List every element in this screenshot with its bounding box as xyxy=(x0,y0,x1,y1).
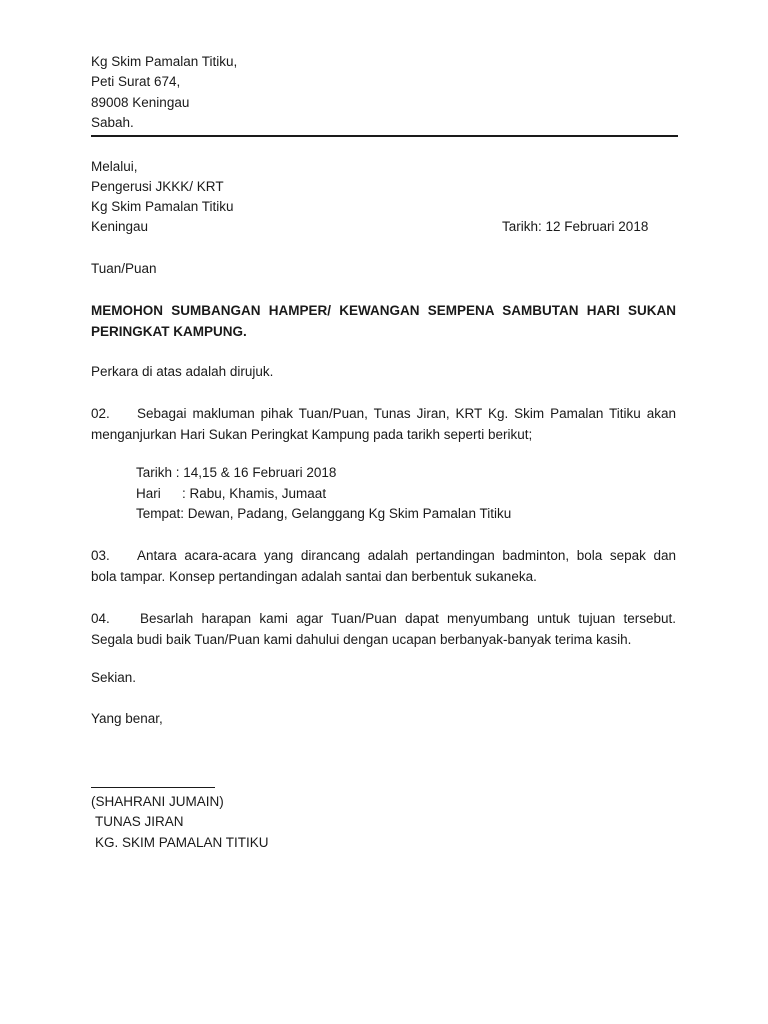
paragraph-04-line-2: Segala budi baik Tuan/Puan kami dahului dengan ucapan berbanyak-banyak terima kasih. xyxy=(91,632,632,647)
letter-date: Tarikh: 12 Februari 2018 xyxy=(502,219,649,234)
signatory-role: TUNAS JIRAN xyxy=(95,814,184,829)
paragraph-03 xyxy=(91,545,676,587)
paragraph-02-number: 02. xyxy=(91,406,110,421)
recipient-title: Pengerusi JKKK/ KRT xyxy=(91,179,224,194)
signatory-name: (SHAHRANI JUMAIN) xyxy=(91,794,224,809)
sender-address-line-3: 89008 Keningau xyxy=(91,95,190,110)
paragraph-03-line-2: bola tampar. Konsep pertandingan adalah santai dan berbentuk sukaneka. xyxy=(91,569,537,584)
signatory-organization: KG. SKIM PAMALAN TITIKU xyxy=(95,835,269,850)
paragraph-03-text-1: Antara acara-acara yang dirancang adalah pertandingan badminton, bola sepak dan xyxy=(137,548,676,563)
paragraph-02 xyxy=(91,403,676,445)
event-venue-line: Tempat: Dewan, Padang, Gelanggang Kg Skim Pamalan Titiku xyxy=(136,506,512,521)
recipient-town: Keningau xyxy=(91,219,149,234)
subject-heading xyxy=(91,300,676,342)
paragraph-02-line-1 xyxy=(91,403,676,424)
closing-text: Sekian. xyxy=(91,670,137,685)
subject-line-2: PERINGKAT KAMPUNG. xyxy=(91,324,247,339)
recipient-place: Kg Skim Pamalan Titiku xyxy=(91,199,234,214)
paragraph-03-number: 03. xyxy=(91,548,110,563)
paragraph-02-line-2: menganjurkan Hari Sukan Peringkat Kampung pada tarikh seperti berikut; xyxy=(91,427,533,442)
sender-address-line-1: Kg Skim Pamalan Titiku, xyxy=(91,54,238,69)
event-day-value: : Rabu, Khamis, Jumaat xyxy=(182,486,327,501)
reference-text: Perkara di atas adalah dirujuk. xyxy=(91,364,274,379)
signoff-text: Yang benar, xyxy=(91,711,163,726)
paragraph-03-line-1 xyxy=(91,545,676,566)
signature-line xyxy=(91,787,215,788)
event-date-line: Tarikh : 14,15 & 16 Februari 2018 xyxy=(136,465,337,480)
sender-address-line-4: Sabah. xyxy=(91,115,134,130)
paragraph-04-number: 04. xyxy=(91,611,110,626)
paragraph-02-text-1: Sebagai makluman pihak Tuan/Puan, Tunas Jiran, KRT Kg. Skim Pamalan Titiku akan xyxy=(137,406,676,421)
paragraph-04 xyxy=(91,608,676,650)
recipient-via: Melalui, xyxy=(91,159,138,174)
sender-address-line-2: Peti Surat 674, xyxy=(91,74,181,89)
paragraph-04-line-1 xyxy=(91,608,676,629)
event-day-line xyxy=(136,484,326,504)
paragraph-04-text-1: Besarlah harapan kami agar Tuan/Puan dapat menyumbang untuk tujuan tersebut. xyxy=(140,611,676,626)
subject-line-1: MEMOHON SUMBANGAN HAMPER/ KEWANGAN SEMPENA SAMBUTAN HARI SUKAN xyxy=(91,303,676,318)
event-day-label: Hari xyxy=(136,486,161,501)
salutation: Tuan/Puan xyxy=(91,261,157,276)
header-divider xyxy=(91,135,678,137)
